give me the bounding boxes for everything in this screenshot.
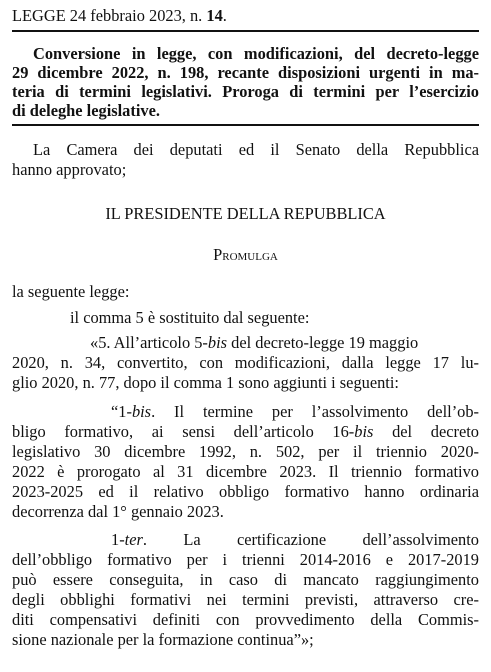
title-rule: [12, 124, 479, 126]
president-heading: IL PRESIDENTE DELLA REPUBBLICA: [105, 204, 386, 223]
ter-line-5: diti compensativi definiti con provvedimento della Commis-: [12, 610, 479, 629]
header-rule: [12, 30, 479, 32]
quote5-line-2: 2020, n. 34, convertito, con modificazioni, dalla legge 17 lu-: [12, 353, 479, 372]
law-header: [12, 6, 227, 25]
quote5-line-3: glio 2020, n. 77, dopo il comma 1 sono aggiunti i seguenti:: [12, 373, 399, 392]
ter-line-4: degli obblighi formativi nei termini previsti, attraverso cre-: [12, 590, 479, 609]
law-header-prefix: LEGGE 24 febbraio 2023, n.: [12, 6, 207, 25]
bis-line-2: bligo formativo, ai sensi dell’articolo 16-bis del decreto: [12, 422, 479, 441]
bis-line-4: 2022 è prorogato al 31 dicembre 2023. Il triennio formativo: [12, 462, 479, 481]
ter-line-2: dell’obbligo formativo per i trienni 2014-2016 e 2017-2019: [12, 550, 479, 569]
seguente-legge: la seguente legge:: [12, 282, 130, 301]
promulga-heading: Promulga: [213, 245, 278, 264]
preamble-line-2: hanno approvato;: [12, 160, 127, 179]
ter-line-3: può essere conseguita, in caso di mancato raggiungimento: [12, 570, 479, 589]
preamble-line-1: La Camera dei deputati ed il Senato della Repubblica: [33, 140, 479, 159]
bis-line-6: decorrenza dal 1° gennaio 2023.: [12, 502, 224, 521]
bis-line-3: legislativo 30 dicembre 1992, n. 502, per il triennio 2020-: [12, 442, 479, 461]
title-line-1: Conversione in legge, con modificazioni, del decreto-legge: [33, 44, 479, 63]
bis-line-5: 2023-2025 ed il relativo obbligo formativo hanno ordinaria: [12, 482, 479, 501]
quote5-line-1: «5. All’articolo 5-bis del decreto-legge 19 maggio: [90, 333, 419, 352]
ter-line-6: sione nazionale per la formazione continua”»;: [12, 630, 314, 649]
title-line-4: di deleghe legislative.: [12, 101, 160, 120]
comma-intro: il comma 5 è sostituito dal seguente:: [70, 308, 310, 327]
title-line-2: 29 dicembre 2022, n. 198, recante disposizioni urgenti in ma-: [12, 63, 479, 82]
ter-line-1: 1-ter. La certificazione dell’assolvimento: [111, 530, 479, 549]
law-number: 14: [206, 6, 223, 25]
bis-line-1: “1-bis. Il termine per l’assolvimento dell’ob-: [111, 402, 479, 421]
law-header-period: .: [222, 6, 227, 25]
title-line-3: teria di termini legislativi. Proroga di termini per l’esercizio: [12, 82, 479, 101]
